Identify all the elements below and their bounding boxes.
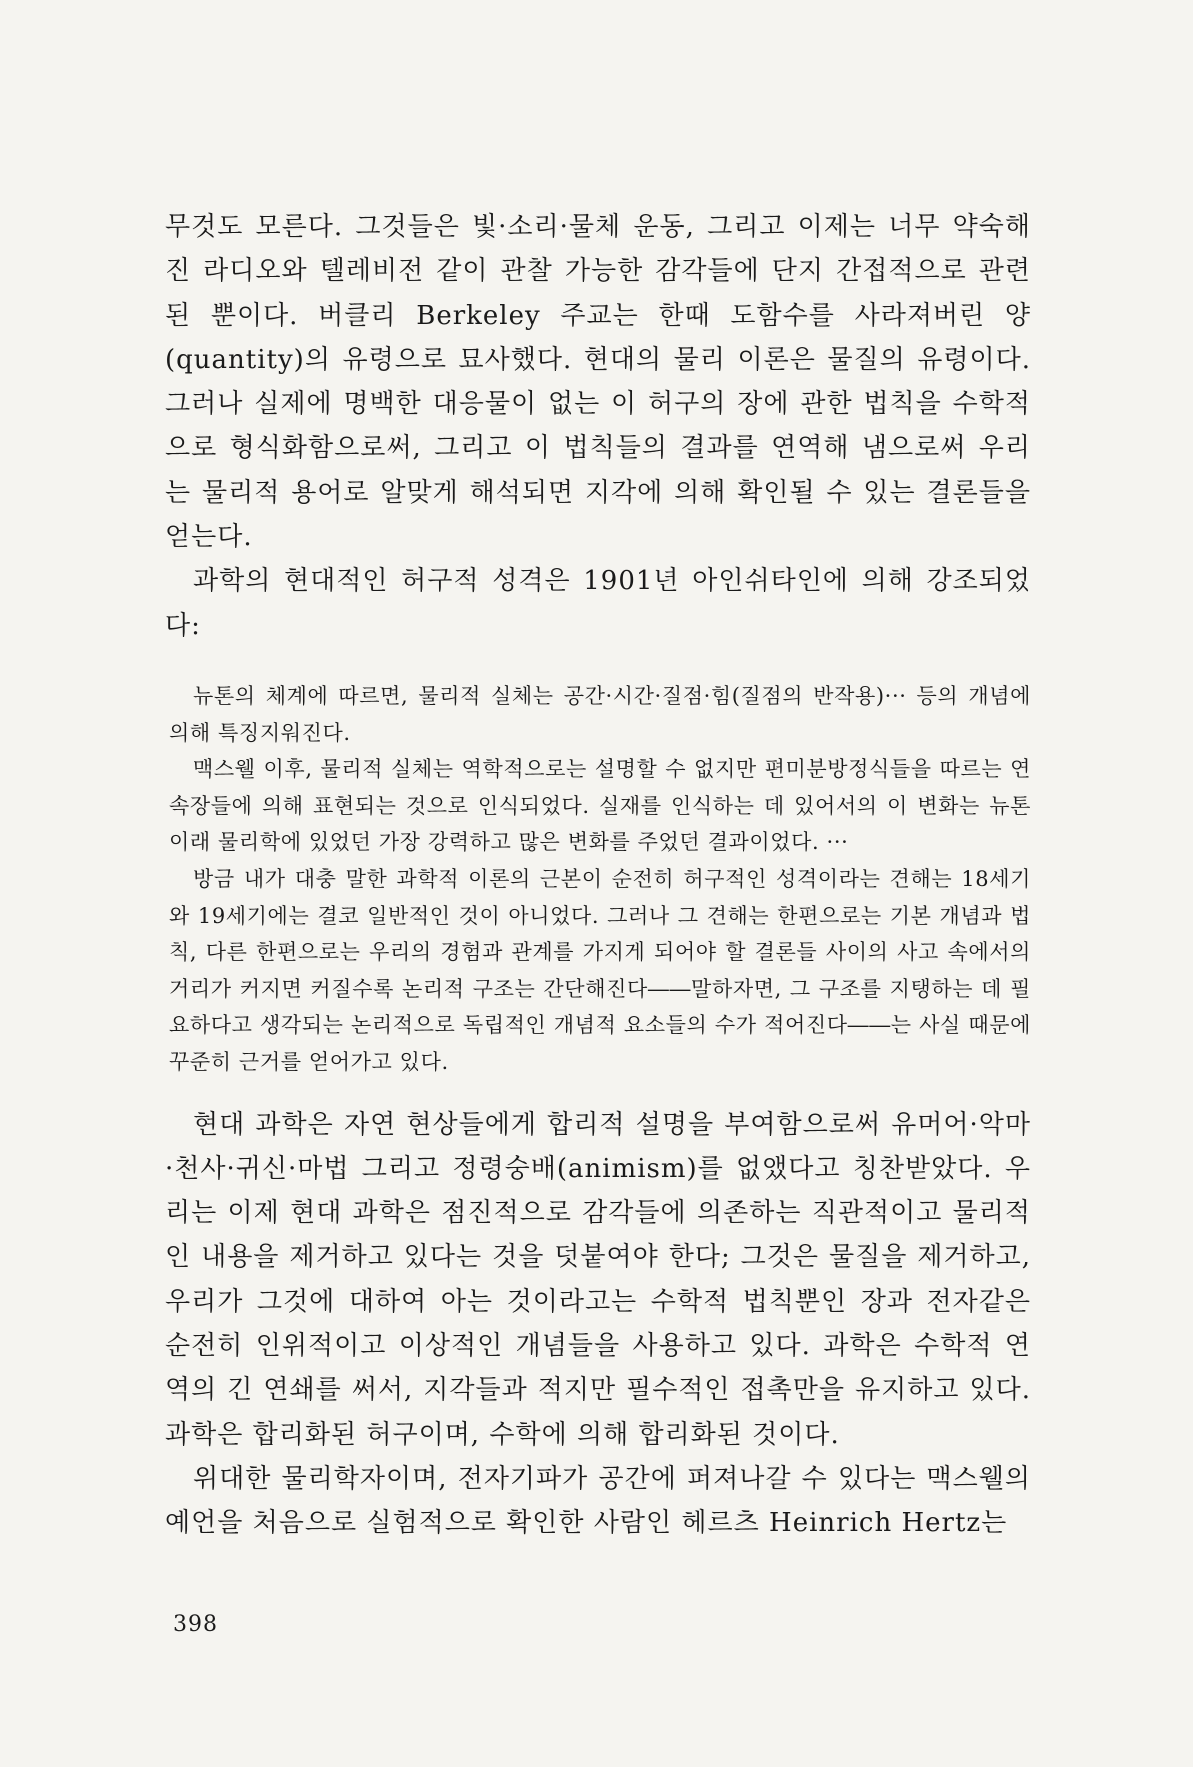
quote-paragraph: 맥스웰 이후, 물리적 실체는 역학적으로는 설명할 수 없지만 편미분방정식들을 따르는 연속장들에 의해 표현되는 것으로 인식되었다. 실재를 인식하는 데 있어서의 이 변화는 뉴톤 이래 물리학에 있었던 가장 강력하고 많은 변화를 주었던 결과이었다. ··· — [169, 757, 1031, 855]
body-paragraph: 위대한 물리학자이며, 전자기파가 공간에 퍼져나갈 수 있다는 맥스웰의 예언을 처음으로 실험적으로 확인한 사람인 헤르츠 Heinrich Hertz는 — [165, 1463, 1031, 1539]
body-paragraph: 현대 과학은 자연 현상들에게 합리적 설명을 부여함으로써 유머어·악마·천사·귀신·마법 그리고 정령숭배(animism)를 없앴다고 칭찬받았다. 우리는 이제 현대 과학은 점진적으로 감각들에 의존하는 직관적이고 물리적인 내용을 제거하고 있다는 것을 덧붙여야 한다; 그것은 물질을 제거하고, 우리가 그것에 대하여 아는 것이라고는 수학적 법칙뿐인 장과 전자같은 순전히 인위적이고 이상적인 개념들을 사용하고 있다. 과학은 수학적 연역의 긴 연쇄를 써서, 지각들과 적지만 필수적인 접촉만을 유지하고 있다. 과학은 합리화된 허구이며, 수학에 의해 합리화된 것이다. — [165, 1109, 1031, 1450]
body-paragraph: 무것도 모른다. 그것들은 빛·소리·물체 운동, 그리고 이제는 너무 약숙해진 라디오와 텔레비전 같이 관찰 가능한 감각들에 단지 간접적으로 관련된 뿐이다. 버클리 Berkeley 주교는 한때 도함수를 사라져버린 양(quantity)의 유령으로 묘사했다. 현대의 물리 이론은 물질의 유령이다. 그러나 실제에 명백한 대응물이 없는 이 허구의 장에 관한 법칙을 수학적으로 형식화함으로써, 그리고 이 법칙들의 결과를 연역해 냄으로써 우리는 물리적 용어로 알맞게 해석되면 지각에 의해 확인될 수 있는 결론들을 얻는다. — [165, 212, 1031, 553]
page-body — [165, 205, 1031, 1545]
quote-paragraph: 방금 내가 대충 말한 과학적 이론의 근본이 순전히 허구적인 성격이라는 견해는 18세기와 19세기에는 결코 일반적인 것이 아니었다. 그러나 그 견해는 한편으로는 기본 개념과 법칙, 다른 한편으로는 우리의 경험과 관계를 가지게 되어야 할 결론들 사이의 사고 속에서의 거리가 커지면 커질수록 논리적 구조는 간단해진다――말하자면, 그 구조를 지탱하는 데 필요하다고 생각되는 논리적으로 독립적인 개념적 요소들의 수가 적어진다――는 사실 때문에 꾸준히 근거를 얻어가고 있다. — [169, 866, 1031, 1074]
quote-paragraph: 뉴톤의 체계에 따르면, 물리적 실체는 공간·시간·질점·힘(질점의 반작용)··· 등의 개념에 의해 특징지워진다. — [169, 683, 1031, 745]
block-quote — [165, 678, 1031, 1081]
page-number: 398 — [173, 1612, 218, 1637]
body-paragraph: 과학의 현대적인 허구적 성격은 1901년 아인쉬타인에 의해 강조되었다: — [165, 566, 1031, 641]
